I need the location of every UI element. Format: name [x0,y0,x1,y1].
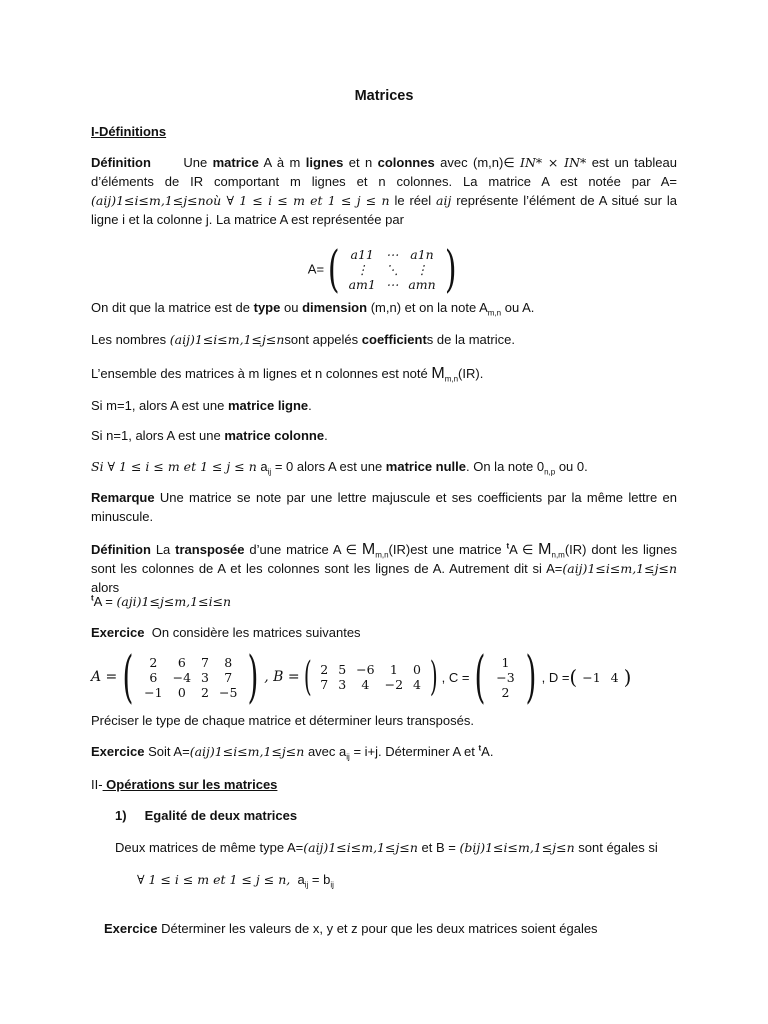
matrix-A-cell: 2 [201,684,209,700]
matrix-B-cell: 4 [361,677,370,692]
definition-transpose: Définition La transposée d’une matrice A ∈ $M_{m,n}(IR)est$ une matrice $^t$A ∈ $M_{n,m}(IR)$ dont les lignes sont les colonnes de A et les colonnes sont les lignes de A. Autrement dit si A=(aij)1≤i≤m,1≤j≤n alors [91,541,677,595]
matrix-A-cell: 3 [201,669,209,685]
matrix-B: ( 2 5 −6 1 0 7 3 4 −2 4 ) [303,654,438,700]
matrix-C-cell: 2 [501,684,510,700]
definition-label: Définition [91,155,151,170]
matrix-general-cell: ⋮ [415,261,429,277]
subsection-equality: 1) Egalité de deux matrices [115,808,298,823]
matrix-general: A= ( a11 ⋯ a1n ⋮ ⋱ ⋮ am1 ⋯ amn ) [307,240,457,298]
math-set: IN* × IN* [520,155,587,170]
matrix-B-cell: −2 [384,677,404,692]
paragraph-row-matrix: Si m=1, alors A est une matrice ligne. [91,398,312,413]
matrix-A-cell: 7 [224,669,233,685]
matrix-C: ( 1 −3 2 ) [474,644,537,710]
page-title: Matrices [354,88,414,104]
matrix-C-cell: −3 [496,669,515,685]
matrix-A-cell: −4 [172,669,192,685]
equality-condition: ∀ 1 ≤ i ≤ m et 1 ≤ j ≤ n, $a_{ij} = b_{ij}$ [137,872,334,890]
matrix-A: ( 2 6 7 8 6 −4 3 7 −1 0 2 −5 ) [122,644,259,710]
matrix-general-cell: am1 [348,276,376,292]
equality-text: Deux matrices de même type A=(aij)1≤i≤m,1≤j≤n et B = (bij)1≤i≤m,1≤j≤n sont égales si [115,840,658,855]
paragraph-set: L’ensemble des matrices à m lignes et n colonnes est noté $M_{m,n}(IR)$. [91,365,484,384]
paragraph-type: On dit que la matrice est de type ou dimension (m,n) et on la note $A_{m,n}$ ou A. [91,300,535,318]
matrix-A-cell: 2 [149,654,158,670]
definition-matrix: Définition Une matrice A à m lignes et n colonnes avec (m,n)∈ IN* × IN* est un tableau d’éléments de IR comportant m lignes et n colonnes. La matrice A est notée par A=(aij)1≤i≤m,1≤j≤noù ∀ 1 ≤ i ≤ m et 1 ≤ j ≤ n le réel aij représente l’élément de A situé sur la ligne i et la colonne j. La matrice A est représentée par [91,155,677,227]
matrix-B-cell: 5 [338,662,347,677]
matrix-A-cell: 6 [149,669,158,685]
matrix-D: ( −1 4 ) [569,665,632,689]
matrix-B-cell: 1 [389,662,398,677]
matrix-B-cell: 0 [413,662,421,677]
matrix-general-cell: a11 [350,246,374,262]
matrix-B-cell: 3 [338,677,347,692]
matrix-B-cell: 4 [413,677,421,692]
paragraph-coefficients: Les nombres (aij)1≤i≤m,1≤j≤nsont appelés coefficients de la matrice. [91,332,515,347]
section-heading-definitions: I-Définitions [91,124,167,139]
matrix-D-cell: 4 [610,669,619,685]
exercise-2: Exercice Soit A=(aij)1≤i≤m,1≤j≤n avec $a_{ij} = i+j$. Déterminer A et $^t$A. [91,743,494,762]
matrix-general-cell: ⋯ [385,246,399,262]
matrix-general-cell: ⋱ [385,261,399,277]
section-heading-operations: II- Opérations sur les matrices [91,777,278,792]
matrix-B-cell: −6 [356,662,375,677]
matrix-general-cell: amn [408,276,436,292]
matrix-A-cell: 8 [224,654,233,670]
matrix-A-cell: 6 [177,654,186,670]
matrix-C-cell: 1 [501,654,510,670]
matrix-A-cell: −1 [144,684,163,700]
matrix-B-cell: 7 [320,677,329,692]
matrix-A-cell: −5 [218,684,238,700]
exercise-matrices: A = ( 2 6 7 8 6 −4 3 7 −1 0 2 −5 ) , B = ( 2 5 −6 1 0 7 3 4 −2 4 ) , C = ( 1 −3 2 ) , D = ( −1 4 ) [91,644,632,710]
matrix-A-cell: 7 [201,654,209,670]
matrix-general-cell: ⋮ [355,261,369,277]
matrix-A-cell: 0 [177,684,186,700]
math-family: (aij)1≤i≤m,1≤j≤n [91,193,206,208]
transpose-formula: $^t$A = (aji)1≤j≤m,1≤i≤n [91,593,232,609]
matrix-general-cell: ⋯ [385,276,399,292]
exercise-1: Exercice On considère les matrices suivantes [91,625,361,640]
matrix-B-cell: 2 [320,662,329,677]
matrix-general-cells [344,247,441,292]
paragraph-null-matrix: Si ∀ 1 ≤ i ≤ m et 1 ≤ j ≤ n $a_{ij} = 0$ alors A est une matrice nulle. On la note $0_{n,p}$ ou 0. [91,459,588,477]
paragraph-column-matrix: Si n=1, alors A est une matrice colonne. [91,428,328,443]
matrix-D-cell: −1 [582,669,601,685]
matrix-general-cell: a1n [410,246,434,262]
exercise-3: Exercice Déterminer les valeurs de x, y et z pour que les deux matrices soient égales [104,921,598,936]
remark: Remarque Une matrice se note par une lettre majuscule et ses coefficients par la même lettre en minuscule. [91,490,677,524]
exercise-1-question: Préciser le type de chaque matrice et déterminer leurs transposés. [91,713,474,728]
